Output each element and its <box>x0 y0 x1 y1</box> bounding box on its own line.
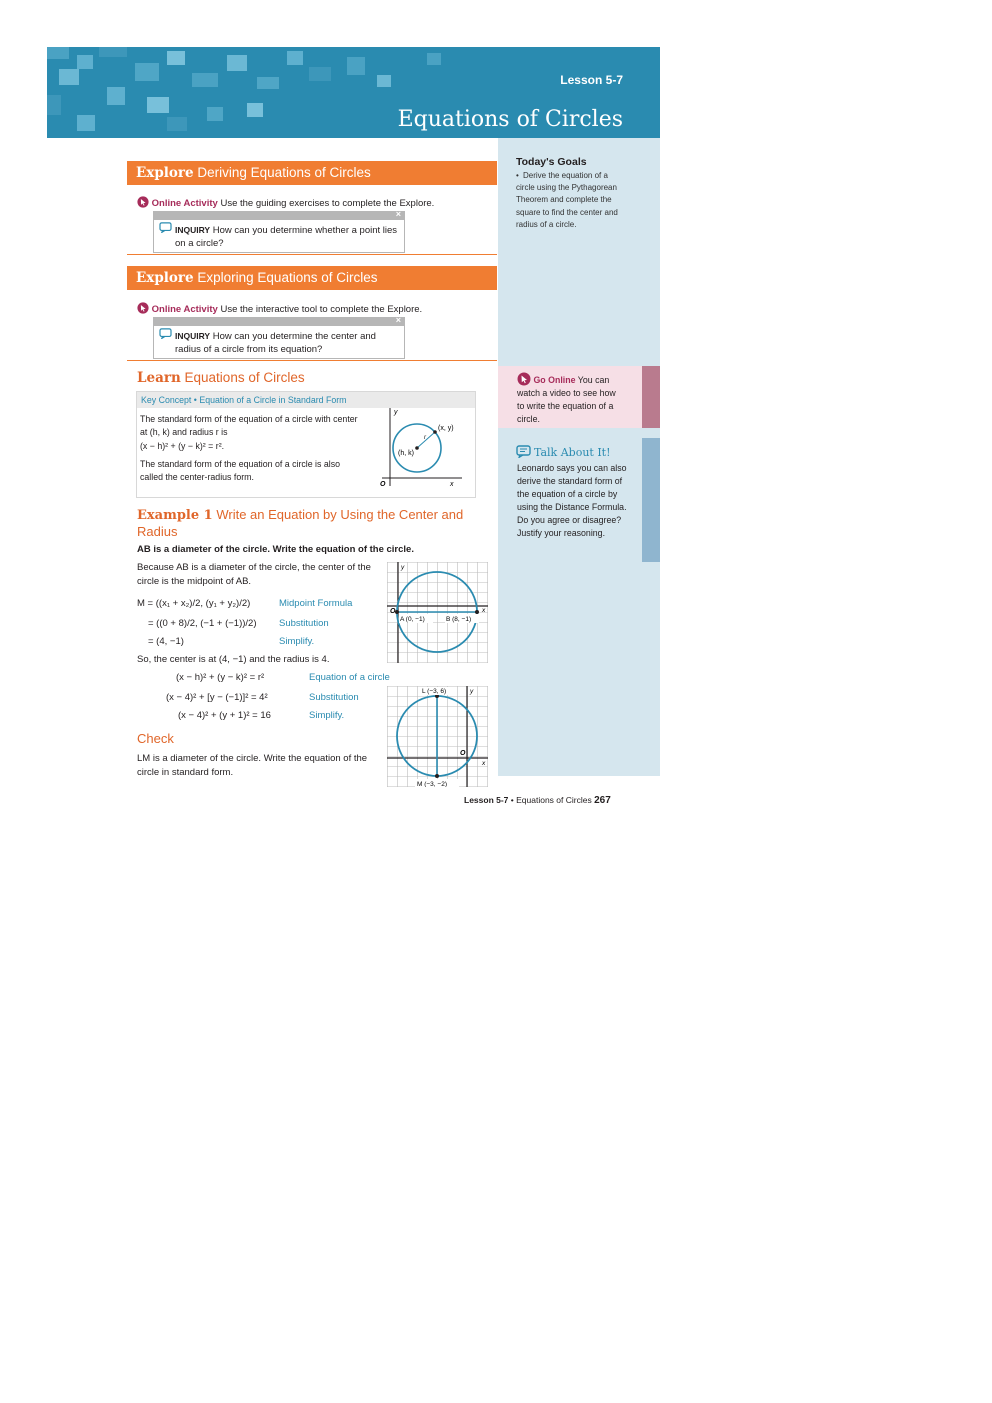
center-label: (h, k) <box>398 450 414 457</box>
explore-title: Deriving Equations of Circles <box>197 165 371 180</box>
learn-title: Equations of Circles <box>184 370 305 385</box>
equation-step: (x − 4)² + (y + 1)² = 16 <box>178 710 271 721</box>
close-icon[interactable]: × <box>395 209 401 219</box>
x-label: x <box>482 760 486 767</box>
footer-lesson: Lesson 5-7 <box>464 795 509 805</box>
inquiry-text <box>175 224 400 250</box>
key-concept-note: The standard form of the equation of a circle is also called the center-radius form. <box>140 459 340 482</box>
speech-bubble-icon <box>516 445 531 458</box>
label-a: A (0, −1) <box>400 616 425 623</box>
step-note: Substitution <box>279 618 329 629</box>
step-note: Simplify. <box>309 710 345 721</box>
go-online-stripe <box>642 366 660 428</box>
step-midpoint: M = ((x₁ + x₂)/2, (y₁ + y₂)/2) <box>137 598 251 609</box>
circle-graph <box>372 406 472 492</box>
go-online-description: You can watch a video to see how to write the equation of a circle. <box>517 375 616 424</box>
point-a <box>395 610 399 614</box>
origin-label: O <box>390 608 396 615</box>
label-m: M (−3, −2) <box>417 781 447 787</box>
inquiry-text <box>175 330 400 356</box>
example-label: Example 1 <box>137 508 213 523</box>
inquiry-label: INQUIRY <box>175 331 211 341</box>
step-substitution: = ((0 + 8)/2, (−1 + (−1))/2) <box>148 618 257 629</box>
label-l: L (−3, 6) <box>422 688 447 695</box>
online-activity-text: Use the interactive tool to complete the Explore. <box>220 304 423 315</box>
explore-title: Exploring Equations of Circles <box>197 270 378 285</box>
y-label: y <box>401 564 405 571</box>
inquiry-question: How can you determine the center and radius of a circle from its equation? <box>175 331 376 355</box>
check-heading: Check <box>137 731 174 746</box>
online-activity-2[interactable] <box>137 302 422 315</box>
talk-text: Leonardo says you can also derive the standard form of the equation of a circle by using the Distance Formula. Do you agree or disagree? Justify your reasoning. <box>517 463 627 538</box>
equation-step: (x − h)² + (y − k)² = r² <box>176 672 265 683</box>
circle-point <box>433 430 437 434</box>
online-activity-text: Use the guiding exercises to complete the Explore. <box>220 198 435 209</box>
goals-title: Today's Goals <box>516 156 587 168</box>
explore-bar-1 <box>127 161 497 185</box>
explore-label: Explore <box>136 165 194 181</box>
goals-text: • Derive the equation of a circle using the Pythagorean Theorem and complete the square to find the center and radius of a circle. <box>516 171 618 229</box>
check-graph <box>387 686 488 787</box>
cursor-icon <box>517 372 531 386</box>
online-activity-1[interactable] <box>137 196 434 209</box>
inquiry-bubble-icon <box>159 222 172 233</box>
online-activity-label[interactable]: Online Activity <box>151 304 218 315</box>
inquiry-box-1 <box>153 211 405 253</box>
standard-form-equation: (x − h)² + (y − k)² = r². <box>140 441 225 451</box>
footer-title: Equations of Circles <box>516 795 592 805</box>
learn-label: Learn <box>137 370 181 386</box>
talk-title: Talk About It! <box>534 446 611 459</box>
origin-label: O <box>380 481 386 488</box>
example-graph <box>387 562 488 663</box>
go-online-text[interactable] <box>517 372 625 426</box>
label-b: B (8, −1) <box>446 616 472 623</box>
y-label: y <box>394 409 398 416</box>
step-note: Equation of a circle <box>309 672 390 683</box>
inquiry-question: How can you determine whether a point lies on a circle? <box>175 225 398 249</box>
explore-label: Explore <box>136 270 194 286</box>
origin-label: O <box>460 750 466 757</box>
explore-bar-2 <box>127 266 497 290</box>
y-label: y <box>470 688 474 695</box>
page-number: 267 <box>594 795 611 806</box>
point-label: (x, y) <box>438 425 454 432</box>
page-title: Equations of Circles <box>397 107 623 132</box>
cursor-icon <box>137 302 149 314</box>
step-note: Simplify. <box>279 636 315 647</box>
equation-step: (x − 4)² + [y − (−1)]² = 4² <box>166 692 268 703</box>
inquiry-bubble-icon <box>159 328 172 339</box>
x-label: x <box>450 481 454 488</box>
inquiry-label: INQUIRY <box>175 225 211 235</box>
page-footer: Lesson 5-7 • Equations of Circles 267 <box>464 795 611 806</box>
check-text: LM is a diameter of the circle. Write the equation of the circle in standard form. <box>137 753 368 778</box>
goals-bullet: Derive the equation of a circle using the Pythagorean Theorem and complete the square to find the center and radius of a circle. <box>516 171 618 229</box>
cursor-icon <box>137 196 149 208</box>
online-activity-label[interactable]: Online Activity <box>151 198 218 209</box>
point-b <box>475 610 479 614</box>
example-intro: Because AB is a diameter of the circle, the center of the circle is the midpoint of AB. <box>137 562 371 587</box>
divider <box>127 254 497 255</box>
radius-line <box>417 432 435 448</box>
lesson-header <box>47 47 660 138</box>
key-concept-title: Key Concept • Equation of a Circle in Standard Form <box>137 392 475 408</box>
lesson-number: Lesson 5-7 <box>560 73 623 87</box>
center-radius-text: So, the center is at (4, −1) and the radius is 4. <box>137 654 330 665</box>
example-prompt: AB is a diameter of the circle. Write the equation of the circle. <box>137 544 414 555</box>
example-heading <box>137 507 467 540</box>
talk-stripe <box>642 438 660 562</box>
key-concept-text: The standard form of the equation of a circle with center at (h, k) and radius r is <box>140 414 358 437</box>
step-note: Substitution <box>309 692 359 703</box>
close-icon[interactable]: × <box>395 315 401 325</box>
step-note: Midpoint Formula <box>279 598 353 609</box>
example-title: Write an Equation by Using the Center and Radius <box>137 507 464 539</box>
divider <box>127 360 497 361</box>
learn-heading <box>137 370 305 386</box>
center-point <box>415 446 419 450</box>
x-label: x <box>482 607 486 614</box>
inquiry-box-2 <box>153 317 405 359</box>
step-simplify: = (4, −1) <box>148 636 184 647</box>
radius-label: r <box>424 435 426 441</box>
point-m <box>435 774 439 778</box>
go-online-label[interactable]: Go Online <box>533 375 576 385</box>
